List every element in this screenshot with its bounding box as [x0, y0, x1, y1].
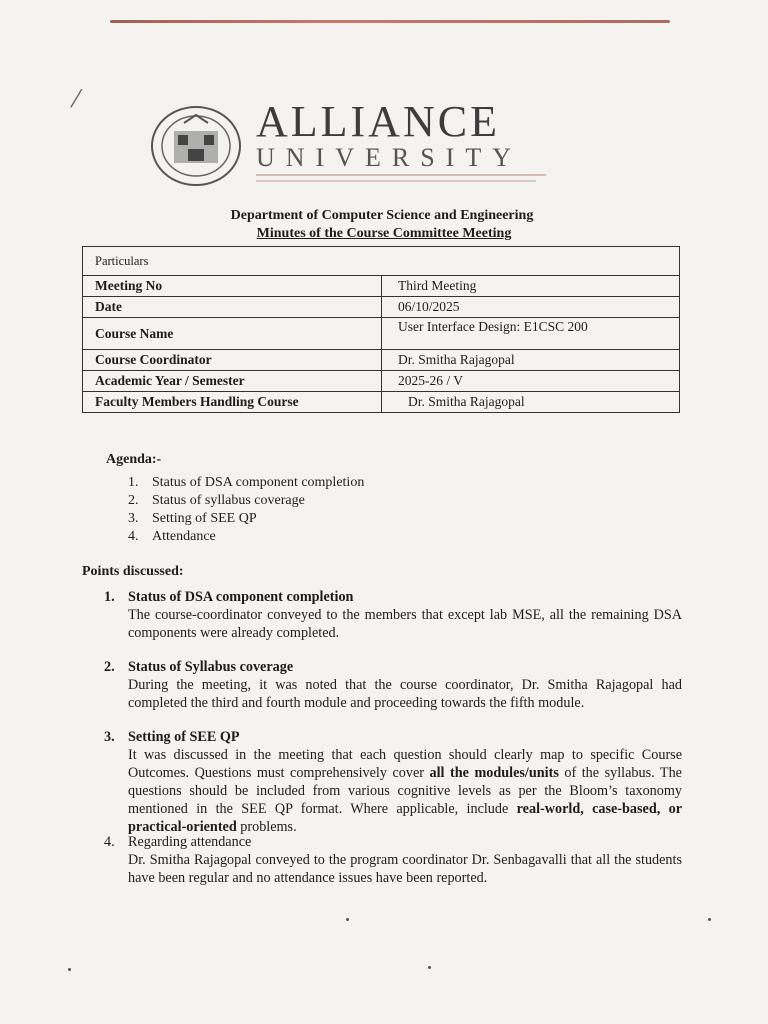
point-number: 2. [104, 659, 115, 675]
body-bold-text: all the modules/units [429, 765, 559, 781]
point-heading: Status of Syllabus coverage [128, 659, 294, 675]
list-item [128, 528, 364, 546]
row-label: Faculty Members Handling Course [83, 392, 382, 413]
point-body: The course-coordinator conveyed to the members that except lab MSE, all the remaining DSA components were already completed. [128, 607, 682, 641]
list-item [128, 474, 364, 492]
row-value: Dr. Smitha Rajagopal [382, 392, 680, 413]
document-title: Minutes of the Course Committee Meeting [256, 226, 512, 241]
university-name: ALLIANCE [256, 97, 500, 146]
table-row [83, 297, 680, 318]
point-body: Dr. Smitha Rajagopal conveyed to the program coordinator Dr. Senbagavalli that all the students have been regular and no attendance issues have been reported. [128, 852, 682, 886]
row-label: Academic Year / Semester [83, 371, 382, 392]
row-label: Course Name [83, 318, 382, 350]
point-see-qp [104, 728, 682, 836]
particulars-table [82, 246, 680, 413]
scan-speck [708, 918, 711, 921]
university-sub: UNIVERSITY [256, 143, 522, 172]
university-wordmark [256, 97, 546, 191]
department-heading: Department of Computer Science and Engineering [230, 208, 534, 223]
item-text: Attendance [152, 529, 216, 544]
agenda-list [128, 474, 364, 546]
item-number: 2. [128, 493, 139, 508]
agenda-label: Agenda:- [106, 452, 162, 467]
body-text: problems. [236, 819, 297, 835]
point-number: 4. [104, 834, 115, 850]
item-number: 3. [128, 511, 139, 526]
point-heading: Status of DSA component completion [128, 589, 354, 605]
table-row [83, 276, 680, 297]
row-value: 2025-26 / V [382, 371, 680, 392]
table-row [83, 392, 680, 413]
point-dsa-status [104, 588, 682, 642]
scan-speck [428, 966, 431, 969]
table-row [83, 318, 680, 350]
item-number: 1. [128, 475, 139, 490]
university-seal-logo [150, 105, 242, 187]
points-discussed-label: Points discussed: [82, 564, 184, 579]
item-text: Status of DSA component completion [152, 475, 365, 490]
item-text: Setting of SEE QP [152, 511, 257, 526]
scan-speck [68, 968, 71, 971]
body-text: It was discussed in the meeting that each question should clearly map to specific Course Outcomes. Questions must comprehensively cover [128, 747, 682, 781]
scan-speck [346, 918, 349, 921]
particulars-header: Particulars [83, 247, 680, 276]
row-label: Date [83, 297, 382, 318]
row-value: User Interface Design: E1CSC 200 [382, 318, 680, 350]
row-label: Meeting No [83, 276, 382, 297]
list-item [128, 492, 364, 510]
point-syllabus-coverage [104, 658, 682, 712]
row-label: Course Coordinator [83, 350, 382, 371]
point-body [128, 746, 682, 836]
scan-mark: / [68, 81, 84, 116]
point-heading: Regarding attendance [128, 834, 252, 850]
row-value: 06/10/2025 [382, 297, 680, 318]
point-number: 3. [104, 729, 115, 745]
tagline-lines [256, 172, 546, 186]
list-item [128, 510, 364, 528]
table-row [83, 371, 680, 392]
table-row [83, 247, 680, 276]
point-heading: Setting of SEE QP [128, 729, 240, 745]
item-text: Status of syllabus coverage [152, 493, 305, 508]
point-number: 1. [104, 589, 115, 605]
point-attendance [104, 833, 682, 887]
table-row [83, 350, 680, 371]
body-text: of the syllabus. The questions should be included from various cognitive levels as per the Bloom’s taxonomy mentioned in the SEE QP format. Where applicable, include [128, 765, 682, 817]
body-bold-text: real-world, case-based, or practical-oriented [128, 801, 682, 835]
item-number: 4. [128, 529, 139, 544]
top-rule [110, 20, 670, 23]
point-body: During the meeting, it was noted that the course coordinator, Dr. Smitha Rajagopal had completed the third and fourth module and proceeding towards the fifth module. [128, 677, 682, 711]
row-value: Third Meeting [382, 276, 680, 297]
row-value: Dr. Smitha Rajagopal [382, 350, 680, 371]
